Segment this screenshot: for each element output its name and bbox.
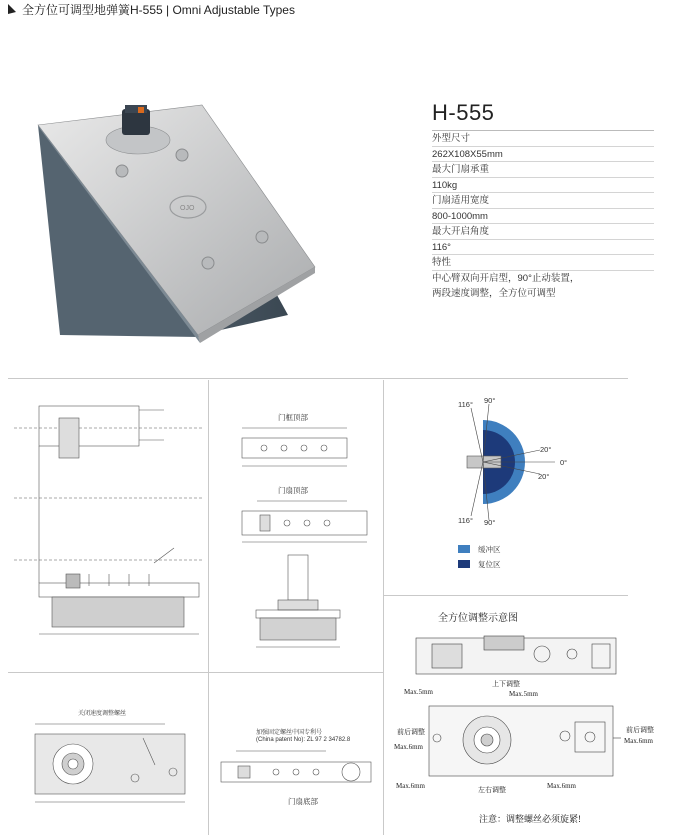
front-back-adjust-left: 前后调整 [397,728,425,736]
max-6mm-bottom-left: Max.6mm [396,782,425,790]
legend-label-buffer: 缓冲区 [478,545,501,554]
legend-label-reset: 复位区 [478,560,501,569]
door-leaf-top-drawing [232,497,372,547]
adjust-diagram-title: 全方位调整示意图 [438,613,518,624]
header-bullet-icon [8,4,16,14]
top-view-drawing [25,720,190,810]
door-frame-top-drawing [232,424,357,474]
max-5mm-right: Max.5mm [509,690,538,698]
max-6mm-left: Max.6mm [394,743,423,751]
spec-row: 中心臂双向开启型，90°止动装置， [432,272,580,284]
max-6mm-right: Max.6mm [624,737,653,745]
angle-label: 116° [458,516,473,525]
spec-row: 116° [432,240,654,256]
page-title: 全方位可调型地弹簧H-555 | Omni Adjustable Types [22,3,295,17]
spec-row: 两段速度调整，全方位可调型 [432,288,556,299]
spec-row: 262X108X55mm [432,147,654,163]
angle-label: 116° [458,400,473,409]
max-5mm-left: Max.5mm [404,688,433,696]
adjust-diagram-top [412,632,620,680]
spec-row: 110kg [432,178,654,194]
spec-row: 最大门扇承重 [432,162,654,178]
spec-row: 最大开启角度 [432,224,654,240]
spec-row: 800-1000mm [432,209,654,225]
reinforced-screw-label: 加强固定螺丝中国专利号 [256,730,323,736]
divider [8,378,628,379]
side-section-drawing [14,398,204,643]
up-down-adjust-label: 上下调整 [492,680,520,688]
angle-label: 20° [540,445,552,454]
adjustment-note: 注意：调整螺丝必须旋紧! [479,814,581,824]
model-number: H-555 [432,100,654,131]
divider [208,380,209,835]
door-leaf-bottom-label: 门扇底部 [288,797,318,806]
left-right-adjust-label: 左右调整 [478,786,506,794]
front-back-adjust-right: 前后调整 [626,726,654,734]
door-leaf-bottom-drawing [216,748,376,798]
angle-label: 90° [484,518,496,527]
angle-diagram [455,402,580,532]
spec-row: 特性 [432,255,654,271]
closing-speed-screw-label: 关闭速度调整螺丝 [78,711,127,717]
adjust-diagram-main [425,700,617,782]
angle-label: 20° [538,472,550,481]
angle-label: 0° [560,458,568,467]
patent-number: (China patent No): ZL 97 2 34782.8 [256,737,351,743]
door-frame-top-label: 门框顶部 [278,413,308,422]
max-6mm-bottom-right: Max.6mm [547,782,576,790]
section-elevation-drawing [248,553,348,653]
legend-swatch-reset [458,560,470,568]
angle-label: 90° [484,396,496,405]
svg-text:OJO: OJO [180,205,195,212]
door-leaf-top-label: 门扇顶部 [278,486,308,495]
legend-swatch-buffer [458,545,470,553]
divider [383,380,384,835]
divider [383,595,628,596]
product-image [30,85,320,345]
spec-panel [432,100,654,302]
spec-row: 外型尺寸 [432,131,654,147]
divider [8,672,383,673]
spec-row: 门扇适用宽度 [432,193,654,209]
